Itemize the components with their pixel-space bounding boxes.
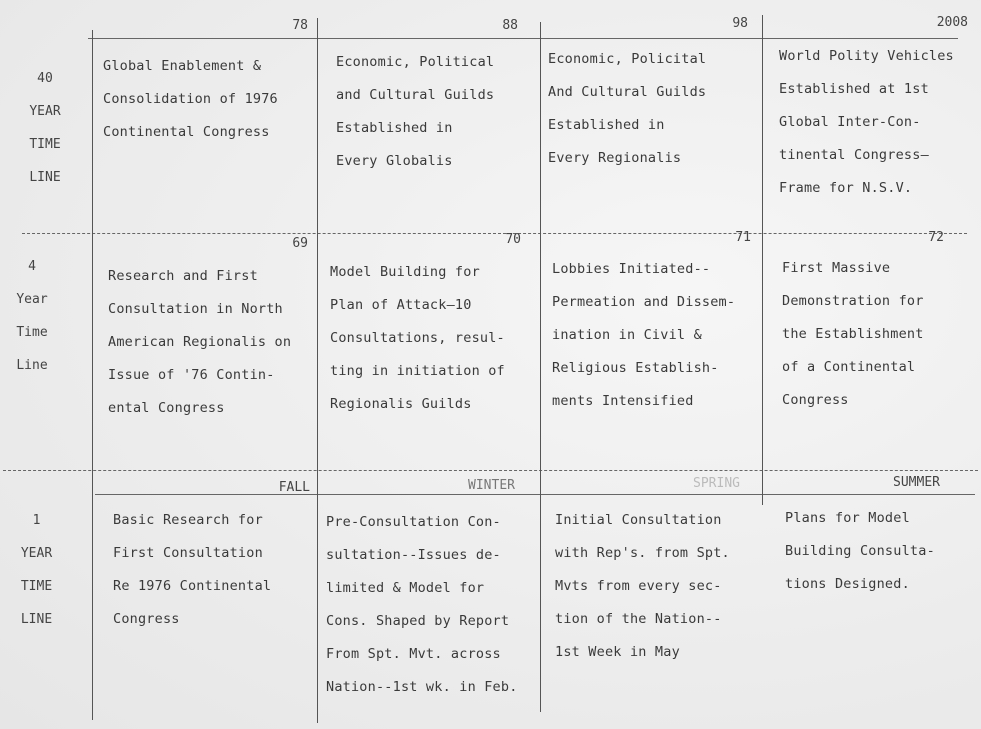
cell-4y-69: Research and First Consultation in North American Regionalis on Issue of '76 Contin- ental Congress xyxy=(108,268,292,416)
row-label-4-year: 4 Year Time Line xyxy=(16,259,48,373)
season-header: SUMMER xyxy=(893,475,940,490)
column-divider-4 xyxy=(762,15,763,505)
year-header: 98 xyxy=(732,16,748,31)
cell-1y-spring: Initial Consultation with Rep's. from Spt. Mvts from every sec- tion of the Nation-- 1st Week in May xyxy=(555,512,730,660)
year-header: 71 xyxy=(735,230,751,245)
column-divider-1 xyxy=(92,30,93,720)
cell-4y-71: Lobbies Initiated-- Permeation and Dissem- ination in Civil & Religious Establish- ments Intensified xyxy=(552,261,736,409)
season-header: WINTER xyxy=(468,478,515,493)
year-header: 69 xyxy=(292,236,308,251)
header-rule-top xyxy=(88,38,958,39)
year-header: 72 xyxy=(928,230,944,245)
column-divider-3 xyxy=(540,22,541,712)
season-header: SPRING xyxy=(693,476,740,491)
column-divider-2 xyxy=(317,18,318,723)
cell-1y-fall: Basic Research for First Consultation Re 1976 Continental Congress xyxy=(113,512,272,627)
year-header: 78 xyxy=(292,18,308,33)
year-header: 70 xyxy=(505,232,521,247)
cell-40y-78: Global Enablement & Consolidation of 1976 Continental Congress xyxy=(103,58,278,140)
year-header: 88 xyxy=(502,18,518,33)
row-divider-2 xyxy=(3,470,978,471)
season-header: FALL xyxy=(278,480,310,495)
row-label-1-year: 1 YEAR TIME LINE xyxy=(20,513,53,627)
row-label-40-year: 40 YEAR TIME LINE xyxy=(29,71,61,185)
cell-1y-winter: Pre-Consultation Con- sultation--Issues de- limited & Model for Cons. Shaped by Report From Spt. Mvt. across Nation--1st wk. in Feb. xyxy=(326,514,518,695)
cell-4y-72: First Massive Demonstration for the Establishment of a Continental Congress xyxy=(782,260,924,408)
cell-40y-98: Economic, Policital And Cultural Guilds Established in Every Regionalis xyxy=(548,51,707,166)
cell-40y-2008: World Polity Vehicles Established at 1st Global Inter-Con- tinental Congress— Frame for N.S.V. xyxy=(779,48,954,196)
cell-40y-88: Economic, Political and Cultural Guilds Established in Every Globalis xyxy=(336,54,495,169)
cell-1y-summer: Plans for Model Building Consulta- tions Designed. xyxy=(785,510,935,592)
cell-4y-70: Model Building for Plan of Attack—10 Consultations, resul- ting in initiation of Regionalis Guilds xyxy=(330,264,505,412)
year-header: 2008 xyxy=(936,15,968,30)
